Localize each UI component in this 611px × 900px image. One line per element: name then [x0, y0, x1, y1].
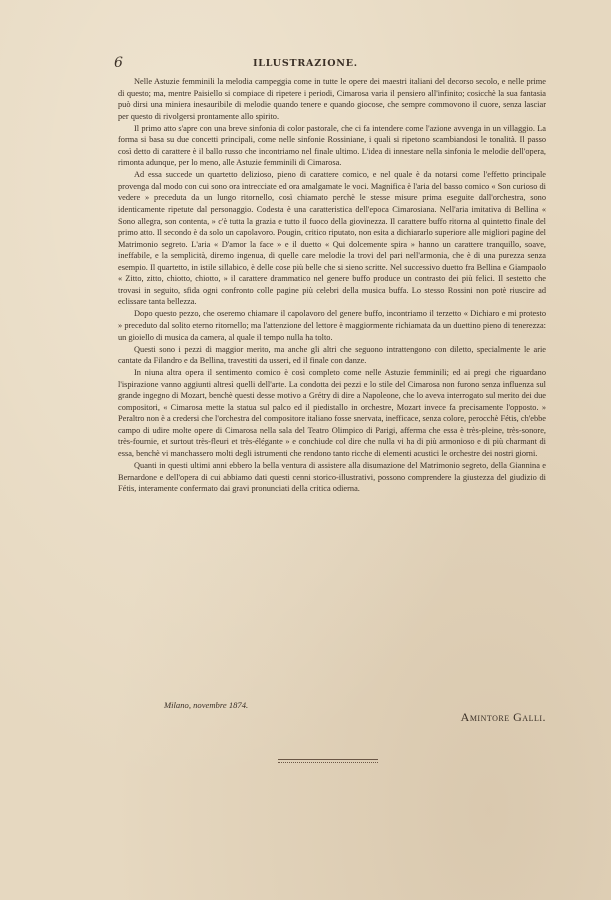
signature-block	[118, 700, 546, 730]
dateline: Milano, novembre 1874.	[164, 700, 249, 710]
page-number: 6	[114, 55, 123, 71]
paragraph: In niuna altra opera il sentimento comico è così completo come nelle Astuzie femminili; ed ai pregi che riguardano l'ispirazione vanno aggiunti altresì quelli dell'arte. La condotta dei pezzi e lo stile del Cimarosa non furono senza influenza sul grande ingegno di Mozart, benchè questi desse motivo a Grétry di dire a Napoleone, che lo aveva interrogato sul merito dei due compositori, « Cimarosa mette la statua sul palco ed il piedistallo in orchestre, Mozart invece fa precisamente l'opposto. » Peraltro non è a credersi che l'orchestra del compositore italiano fosse snervata, inefficace, senza colore, perocchè Fétis, ch'ebbe campo di udire molte opere di Cimarosa nella sala del Teatro Olimpico di Parigi, afferma che essa è très-pleine, très-sonore, très-fournie, et surtout très-fleuri et très-élégante » e conchiude col dire che nulla vi ha di più armonioso e di più charmant di essa, benchè vi manchassero molti degli istrumenti che rendono tanto ricche di elementi acustici le orchestre dei nostri giorni.	[118, 368, 546, 458]
paragraph: Questi sono i pezzi di maggior merito, ma anche gli altri che seguono intrattengono con diletto, specialmente le arie cantate da Filandro e da Bellina, travestiti da usseri, ed il finale con danze.	[118, 344, 546, 366]
paragraph: Quanti in questi ultimi anni ebbero la bella ventura di assistere alla disumazione del Matrimonio segreto, della Giannina e Bernardone e dell'opera di cui abbiamo dati questi cenni storico-illustrativi, possono comprendere la giustezza del giudizio di Fétis, interamente confermato dai gravi pronunciati della critica odierna.	[118, 461, 546, 494]
running-title: ILLUSTRAZIONE.	[253, 58, 358, 69]
paragraph: Il primo atto s'apre con una breve sinfonia di color pastorale, che ci fa intendere come l'azione avvenga in un villaggio. La forma si basa su due concetti principali, come nelle sinfonie Rossiniane, i quali si ripetono scambiandosi le tonalità. Il passo così detto di carattere è il ballo russo che incontriamo nel finale ultimo. L'idea di innestare nella sinfonia le melodie dell'opera, rimonta adunque, per lo meno, alle Astuzie femminili di Cimarosa.	[118, 123, 546, 168]
page-header	[0, 56, 611, 74]
paragraph: Dopo questo pezzo, che oseremo chiamare il capolavoro del genere buffo, incontriamo il terzetto « Dichiaro e mi protesto » preceduto dal solito eterno ritornello; ma l'attenzione del lettore è maggiormente richiamata da un duettino pieno di tenerezza: un gioiello di musica da camera, al quale il tempo nulla ha tolto.	[118, 309, 546, 342]
author-name: Amintore Galli.	[460, 710, 546, 724]
paragraph: Nelle Astuzie femminili la melodia campeggia come in tutte le opere dei maestri italiani del decorso secolo, e nelle prime di questo; ma, mentre Paisiello si compiace di ripetere i periodi, Cimarosa varia il pensiero all'infinito; cosicchè la sua fantasia può dirsi una miniera inesauribile di melodie quando tenere e quando giocose, che sempre commovono il cuore, senza lasciar per questo di rivolgersi prontamente allo spirito.	[118, 77, 546, 121]
paragraph: Ad essa succede un quartetto delizioso, pieno di carattere comico, e nel quale è da notarsi come l'effetto principale provenga dal modo con cui sono ora intrecciate ed ora amalgamate le voci. Magnifica è l'aria del basso comico « Son curioso di vedere » preceduta da un lungo ritornello, così chiamato perchè le stesse misure prima eseguite dall'orchestra, sono identicamente ripetute dal personaggio. Codesta è una caratteristica dell'epoca Cimarosiana. Nell'aria imitativa di Bellina « Sono allegra, son contenta, » c'è tutta la grazia e tutto il fuoco della giovinezza. Il carattere buffo ritorna al quintetto finale del primo atto. Il secondo è da solo un capolavoro. Pougin, critico riputato, non esita a dichiararlo superiore alle migliori pagine del Matrimonio segreto. L'aria « D'amor la face » e il duetto « Qui dolcemente spira » hanno un carattere tranquillo, soave, ineffabile, e la semplicità, diremo ingenua, di quelle care melodie la trovi del pari nell'armonia, che è di una purezza senza esempio. Il quartetto, in istile sillabico, è delle cose più belle che si sieno scritte. Nel successivo duetto fra Bellina e Giampaolo « Zitto, zitto, chiotto, chiotto, » il carattere drammatico nel genere buffo produce un contrasto dei più felici. Il sestetto che trovasi in seguito, sfida ogni confronto colle pagine più celebri della musica buffa. Lo stesso Rossini non potè riuscire ad eclissare tanta bellezza.	[118, 170, 546, 307]
ornamental-divider	[278, 759, 378, 763]
article-body	[118, 76, 546, 495]
